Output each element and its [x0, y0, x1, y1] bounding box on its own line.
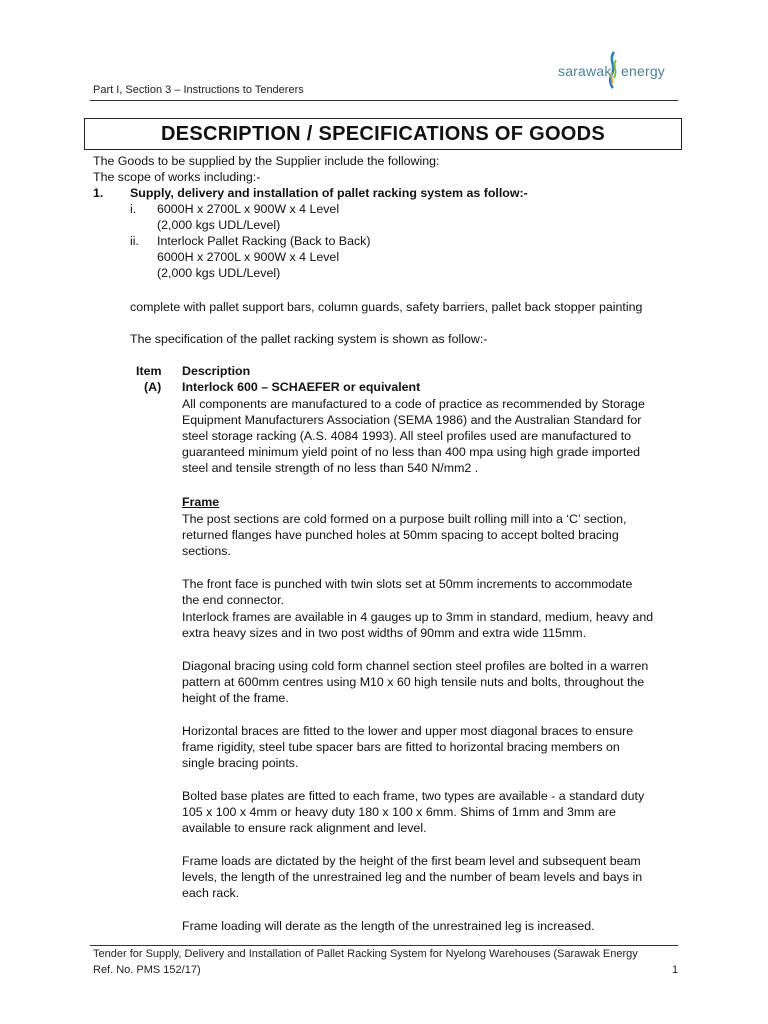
complete-with-text: complete with pallet support bars, column guards, safety barriers, pallet back stopper painting [130, 300, 643, 314]
document-title: DESCRIPTION / SPECIFICATIONS OF GOODS [84, 118, 682, 150]
list-item-line: (2,000 kgs UDL/Level) [157, 218, 281, 232]
list-item-line: 6000H x 2700L x 900W x 4 Level [157, 250, 340, 264]
spec-line: Interlock frames are available in 4 gauges up to 3mm in standard, medium, heavy and [182, 610, 654, 624]
spec-line: returned flanges have punched holes at 50mm spacing to accept bolted bracing [182, 528, 619, 542]
column-header-item: Item [136, 364, 162, 378]
list-item-line: Interlock Pallet Racking (Back to Back) [157, 234, 371, 248]
spec-line: Frame loads are dictated by the height of the first beam level and subsequent beam [182, 854, 641, 868]
spec-line: The post sections are cold formed on a purpose built rolling mill into a ‘C’ section, [182, 512, 627, 526]
column-header-description: Description [182, 364, 251, 378]
footer-divider [90, 945, 678, 946]
spec-line: steel and tensile strength of no less than 540 N/mm2 . [182, 461, 479, 475]
spec-line: Diagonal bracing using cold form channel section steel profiles are bolted in a warren [182, 659, 649, 673]
spec-line: The front face is punched with twin slots set at 50mm increments to accommodate [182, 577, 633, 591]
company-logo [555, 50, 675, 90]
spec-line: Bolted base plates are fitted to each frame, two types are available - a standard duty [182, 789, 645, 803]
spec-line: Equipment Manufacturers Association (SEMA 1986) and the Australian Standard for [182, 413, 642, 427]
spec-line: the end connector. [182, 593, 284, 607]
header-section-label: Part I, Section 3 – Instructions to Tenderers [93, 84, 304, 96]
spec-line: 105 x 100 x 4mm or heavy duty 180 x 100 x 6mm. Shims of 1mm and 3mm are [182, 805, 616, 819]
footer-line: Tender for Supply, Delivery and Installation of Pallet Racking System for Nyelong Warehouses (Sarawak Energy [93, 948, 638, 960]
item-marker: (A) [144, 380, 162, 394]
item-title: Interlock 600 – SCHAEFER or equivalent [182, 380, 421, 394]
list-item-line: 6000H x 2700L x 900W x 4 Level [157, 202, 340, 216]
spec-line: pattern at 600mm centres using M10 x 60 high tensile nuts and bolts, throughout the [182, 675, 645, 689]
spec-line: extra heavy sizes and in two post widths of 90mm and extra wide 115mm. [182, 626, 587, 640]
spec-line: steel storage racking (A.S. 4084 1993). All steel profiles used are manufactured to [182, 429, 632, 443]
spec-line: single bracing points. [182, 756, 299, 770]
logo-text-right: energy [621, 63, 666, 79]
flame-icon [605, 50, 621, 90]
spec-intro-text: The specification of the pallet racking system is shown as follow:- [130, 332, 488, 346]
spec-line: frame rigidity, steel tube spacer bars are fitted to horizontal bracing members on [182, 740, 620, 754]
page-number: 1 [672, 964, 679, 976]
scope-number: 1. [93, 186, 104, 200]
intro-line: The Goods to be supplied by the Supplier include the following: [93, 154, 440, 168]
frame-heading: Frame [182, 495, 220, 509]
spec-line: height of the frame. [182, 691, 289, 705]
list-item-line: (2,000 kgs UDL/Level) [157, 266, 281, 280]
spec-line: Frame loading will derate as the length of the unrestrained leg is increased. [182, 919, 595, 933]
footer-line: Ref. No. PMS 152/17) [93, 964, 201, 976]
spec-line: each rack. [182, 886, 240, 900]
intro-line: The scope of works including:- [93, 170, 261, 184]
spec-line: All components are manufactured to a code of practice as recommended by Storage [182, 397, 645, 411]
logo-text-left: sarawak [558, 63, 612, 79]
header-divider [90, 100, 678, 101]
spec-line: available to ensure rack alignment and level. [182, 821, 427, 835]
scope-heading: Supply, delivery and installation of pallet racking system as follow:- [130, 186, 528, 200]
list-marker: i. [130, 202, 137, 216]
spec-line: Horizontal braces are fitted to the lower and upper most diagonal braces to ensure [182, 724, 634, 738]
spec-line: sections. [182, 544, 231, 558]
spec-line: levels, the length of the unrestrained leg and the number of beam levels and bays in [182, 870, 643, 884]
list-marker: ii. [130, 234, 139, 248]
spec-line: guaranteed minimum yield point of no less than 400 mpa using high grade imported [182, 445, 641, 459]
